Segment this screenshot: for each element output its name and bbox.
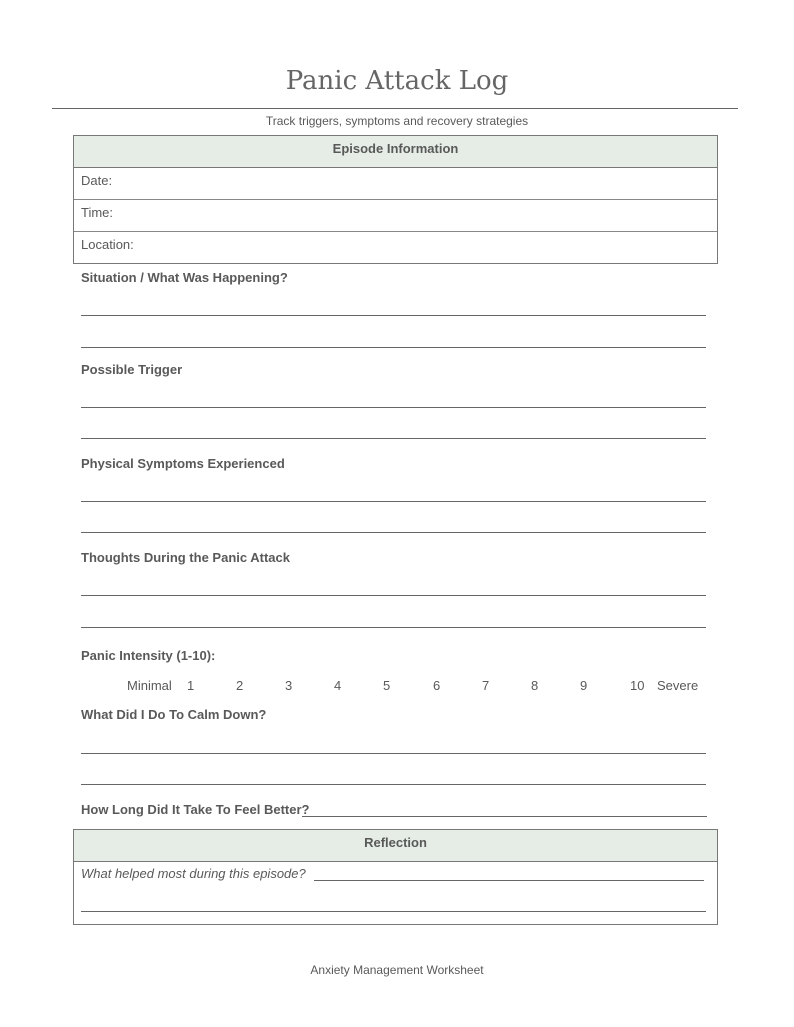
reflection-line-2[interactable] — [81, 911, 706, 912]
subtitle: Track triggers, symptoms and recovery strategies — [265, 114, 529, 128]
duration-label: How Long Did It Take To Feel Better? — [81, 802, 310, 817]
symptoms-line-1[interactable] — [81, 501, 706, 502]
trigger-line-2[interactable] — [81, 438, 706, 439]
reflection-header: Reflection — [74, 830, 717, 862]
thoughts-label: Thoughts During the Panic Attack — [81, 550, 290, 565]
intensity-option-7[interactable]: 7 — [482, 678, 490, 693]
trigger-label: Possible Trigger — [81, 362, 183, 377]
episode-information-table — [73, 135, 718, 264]
reflection-prompt: What helped most during this episode? — [81, 866, 306, 881]
page-title: Panic Attack Log — [285, 66, 509, 96]
date-field[interactable]: Date: — [74, 168, 717, 200]
intensity-label: Panic Intensity (1-10): — [81, 648, 216, 663]
intensity-option-10[interactable]: 10 — [630, 678, 645, 693]
footer: Anxiety Management Worksheet — [310, 963, 484, 977]
symptoms-label: Physical Symptoms Experienced — [81, 456, 285, 471]
calm-down-label: What Did I Do To Calm Down? — [81, 707, 267, 722]
intensity-max-label: Severe — [657, 678, 699, 693]
calm-down-line-2[interactable] — [81, 784, 706, 785]
intensity-option-2[interactable]: 2 — [236, 678, 244, 693]
intensity-option-1[interactable]: 1 — [187, 678, 195, 693]
title-divider — [52, 108, 738, 109]
intensity-min-label: Minimal — [127, 678, 172, 693]
situation-line-2[interactable] — [81, 347, 706, 348]
thoughts-line-1[interactable] — [81, 595, 706, 596]
location-field[interactable]: Location: — [81, 237, 134, 252]
calm-down-line-1[interactable] — [81, 753, 706, 754]
intensity-option-8[interactable]: 8 — [531, 678, 539, 693]
intensity-option-6[interactable]: 6 — [433, 678, 441, 693]
intensity-option-4[interactable]: 4 — [334, 678, 342, 693]
reflection-line-1[interactable] — [314, 880, 704, 881]
episode-information-header: Episode Information — [74, 136, 717, 168]
situation-label: Situation / What Was Happening? — [81, 270, 288, 285]
thoughts-line-2[interactable] — [81, 627, 706, 628]
situation-line-1[interactable] — [81, 315, 706, 316]
intensity-option-9[interactable]: 9 — [580, 678, 588, 693]
duration-line[interactable] — [302, 816, 707, 817]
intensity-option-5[interactable]: 5 — [383, 678, 391, 693]
symptoms-line-2[interactable] — [81, 532, 706, 533]
intensity-option-3[interactable]: 3 — [285, 678, 293, 693]
trigger-line-1[interactable] — [81, 407, 706, 408]
time-field[interactable]: Time: — [74, 200, 717, 232]
